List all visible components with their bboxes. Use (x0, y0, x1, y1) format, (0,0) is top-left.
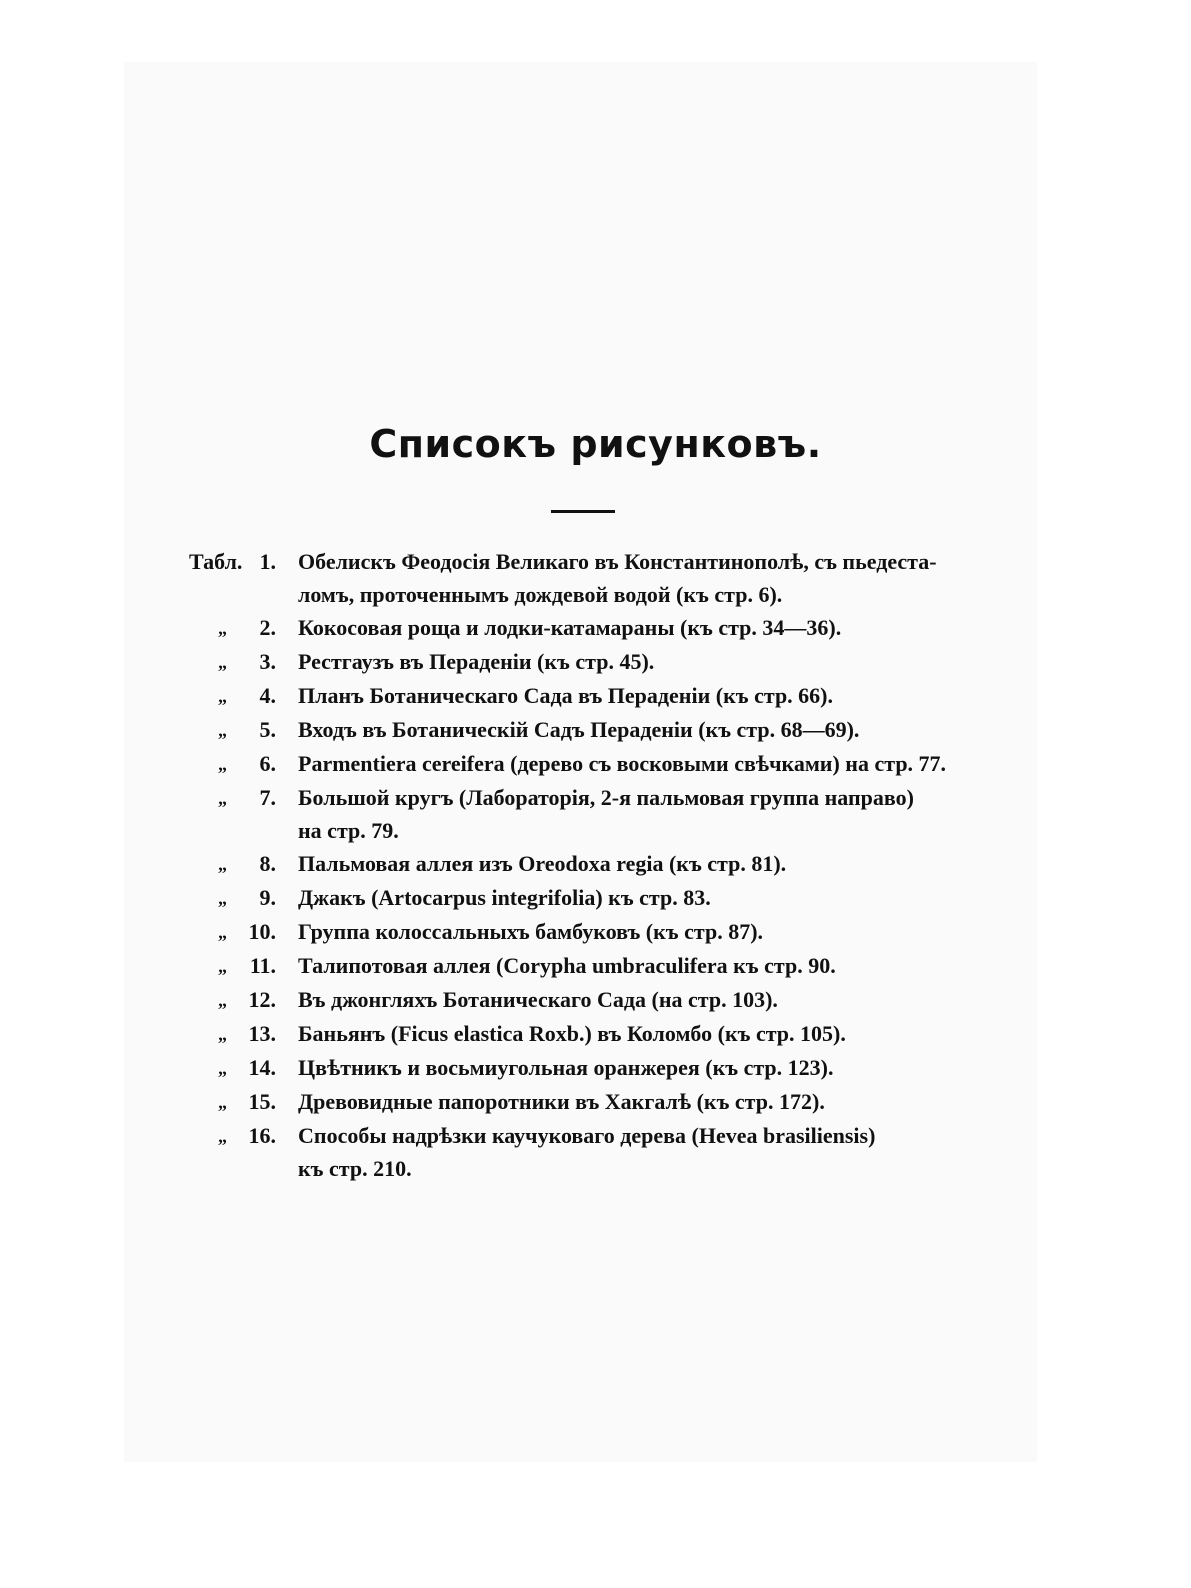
entry-description (298, 611, 978, 644)
entry-description (298, 781, 978, 847)
entry-number: 4. (259, 683, 276, 708)
title-divider (551, 510, 615, 513)
entry-number: 12. (248, 987, 276, 1012)
ditto-mark: „ (218, 720, 227, 740)
entry-description (298, 1017, 978, 1050)
entry-description (298, 881, 978, 914)
entry-description (298, 915, 978, 948)
list-item (0, 847, 1191, 881)
entry-number: 1. (259, 549, 276, 574)
entry-number: 2. (259, 615, 276, 640)
entry-number: 15. (248, 1089, 276, 1114)
entry-description (298, 1085, 978, 1118)
list-item (0, 1017, 1191, 1051)
entry-line-1: Баньянъ (Ficus elastica Roxb.) въ Коломбо (къ стр. 105). (298, 1021, 846, 1046)
ditto-mark: „ (218, 652, 227, 672)
ditto-mark: „ (218, 788, 227, 808)
entry-line-1: Способы надрѣзки каучуковаго дерева (Hevea brasiliensis) (298, 1123, 876, 1148)
entry-line-1: Цвѣтникъ и восьмиугольная оранжерея (къ стр. 123). (298, 1055, 834, 1080)
entry-description (298, 747, 978, 780)
list-item (0, 713, 1191, 747)
entry-description (298, 847, 978, 880)
list-item (0, 1085, 1191, 1119)
list-item (0, 781, 1191, 847)
entry-description (298, 713, 978, 746)
entry-number: 10. (248, 919, 276, 944)
entry-description (298, 545, 978, 611)
entry-description (298, 1119, 978, 1185)
list-item (0, 747, 1191, 781)
list-item (0, 915, 1191, 949)
list-item (0, 611, 1191, 645)
entry-line-1: Планъ Ботаническаго Сада въ Пераденіи (къ стр. 66). (298, 683, 834, 708)
list-item (0, 645, 1191, 679)
ditto-mark: „ (218, 1024, 227, 1044)
entry-number: 11. (249, 953, 276, 978)
entry-number: 3. (259, 649, 276, 674)
entry-line-1: Пальмовая аллея изъ Oreodoxa regia (къ стр. 81). (298, 851, 787, 876)
list-item (0, 545, 1191, 611)
entry-line-1: Рестгаузъ въ Пераденіи (къ стр. 45). (298, 649, 655, 674)
entry-description (298, 1051, 978, 1084)
entry-line-2: на стр. 79. (298, 818, 399, 843)
entry-number: 8. (259, 851, 276, 876)
entry-description (298, 645, 978, 678)
entry-line-1: Обелискъ Феодосія Великаго въ Константинополѣ, съ пьедеста- (298, 549, 937, 574)
ditto-mark: „ (218, 1058, 227, 1078)
figure-list (0, 545, 1191, 1185)
entry-line-1: Джакъ (Artocarpus integrifolia) къ стр. 83. (298, 885, 711, 910)
list-item (0, 1119, 1191, 1185)
ditto-mark: „ (218, 1126, 227, 1146)
entry-line-2: ломъ, проточеннымъ дождевой водой (къ стр. 6). (298, 582, 783, 607)
list-item (0, 949, 1191, 983)
entry-number: 13. (248, 1021, 276, 1046)
entry-line-1: Кокосовая роща и лодки-катамараны (къ стр. 34—36). (298, 615, 842, 640)
entry-line-1: Parmentiera cereifera (дерево съ восковыми свѣчками) на стр. 77. (298, 751, 947, 776)
ditto-mark: „ (218, 990, 227, 1010)
ditto-mark: „ (218, 686, 227, 706)
entry-number: 5. (259, 717, 276, 742)
list-item (0, 983, 1191, 1017)
entry-line-2: къ стр. 210. (298, 1156, 412, 1181)
entry-description (298, 949, 978, 982)
ditto-mark: „ (218, 1092, 227, 1112)
ditto-mark: „ (218, 922, 227, 942)
entry-line-1: Группа колоссальныхъ бамбуковъ (къ стр. 87). (298, 919, 764, 944)
entry-line-1: Древовидные папоротники въ Хакгалѣ (къ стр. 172). (298, 1089, 825, 1114)
list-item (0, 1051, 1191, 1085)
entry-description (298, 679, 978, 712)
list-item (0, 679, 1191, 713)
entry-description (298, 983, 978, 1016)
ditto-mark: „ (218, 618, 227, 638)
entry-number: 6. (259, 751, 276, 776)
list-item (0, 881, 1191, 915)
entry-line-1: Большой кругъ (Лабораторія, 2-я пальмовая группа направо) (298, 785, 914, 810)
entry-number: 16. (248, 1123, 276, 1148)
entry-line-1: Входъ въ Ботаническій Садъ Пераденіи (къ стр. 68—69). (298, 717, 860, 742)
ditto-mark: „ (218, 888, 227, 908)
entry-prefix: Табл. (189, 549, 243, 574)
entry-line-1: Талипотовая аллея (Corypha umbraculifera къ стр. 90. (298, 953, 836, 978)
entry-number: 9. (259, 885, 276, 910)
page-title: Списокъ рисунковъ. (369, 422, 822, 466)
entry-line-1: Въ джонгляхъ Ботаническаго Сада (на стр. 103). (298, 987, 778, 1012)
entry-number: 7. (259, 785, 276, 810)
ditto-mark: „ (218, 956, 227, 976)
entry-number: 14. (248, 1055, 276, 1080)
ditto-mark: „ (218, 854, 227, 874)
ditto-mark: „ (218, 754, 227, 774)
